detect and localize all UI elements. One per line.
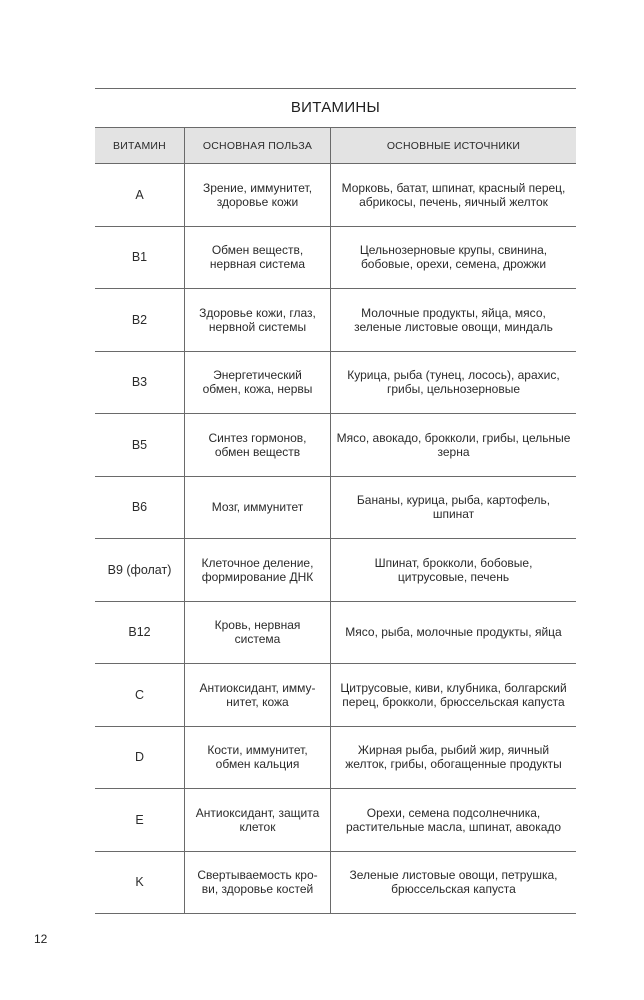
sources-cell: Зеленые листовые овощи, петрушка, брюссельская капуста: [330, 852, 576, 914]
sources-cell: Мясо, рыба, молочные продукты, яйца: [330, 602, 576, 664]
vitamins-table: [95, 88, 576, 914]
table-row: [95, 852, 576, 915]
table-row: [95, 289, 576, 352]
table-body: [95, 164, 576, 914]
vitamin-cell: E: [135, 812, 144, 827]
benefit-cell: Антиоксидант, защита клеток: [184, 789, 330, 851]
sources-cell: Цитрусовые, киви, клубника, болгарский перец, брокколи, брюссельская капуста: [330, 664, 576, 726]
benefit-cell: Кости, иммунитет, обмен кальция: [184, 727, 330, 789]
table-row: [95, 539, 576, 602]
benefit-cell: Кровь, нервная система: [184, 602, 330, 664]
table-title: ВИТАМИНЫ: [95, 88, 576, 127]
vitamin-cell: B1: [131, 250, 148, 265]
table-header-row: [95, 127, 576, 164]
vitamin-cell: B12: [128, 625, 151, 640]
benefit-cell: Антиоксидант, имму- нитет, кожа: [184, 664, 330, 726]
table-row: [95, 227, 576, 290]
header-sources: ОСНОВНЫЕ ИСТОЧНИКИ: [330, 128, 576, 163]
benefit-cell: Синтез гормонов, обмен веществ: [184, 414, 330, 476]
sources-cell: Жирная рыба, рыбий жир, яичный желток, грибы, обогащенные продукты: [330, 727, 576, 789]
table-row: [95, 602, 576, 665]
benefit-cell: Мозг, иммунитет: [184, 477, 330, 539]
sources-cell: Шпинат, брокколи, бобовые, цитрусовые, печень: [330, 539, 576, 601]
sources-cell: Мясо, авокадо, брокколи, грибы, цельные зерна: [330, 414, 576, 476]
vitamin-cell: A: [135, 187, 144, 202]
sources-cell: Курица, рыба (тунец, лосось), арахис, грибы, цельнозерновые: [330, 352, 576, 414]
table-row: [95, 477, 576, 540]
sources-cell: Орехи, семена подсолнечника, растительные масла, шпинат, авокадо: [330, 789, 576, 851]
vitamin-cell: D: [134, 750, 145, 765]
vitamin-cell: B6: [131, 500, 148, 515]
sources-cell: Молочные продукты, яйца, мясо, зеленые листовые овощи, миндаль: [330, 289, 576, 351]
benefit-cell: Обмен веществ, нервная система: [184, 227, 330, 289]
benefit-cell: Зрение, иммунитет, здоровье кожи: [184, 164, 330, 226]
vitamin-cell: B2: [131, 312, 148, 327]
benefit-cell: Энергетический обмен, кожа, нервы: [184, 352, 330, 414]
benefit-cell: Свертываемость кро- ви, здоровье костей: [184, 852, 330, 914]
page-number: 12: [34, 932, 48, 946]
sources-cell: Бананы, курица, рыба, картофель, шпинат: [330, 477, 576, 539]
table-row: [95, 727, 576, 790]
table-row: [95, 789, 576, 852]
table-row: [95, 414, 576, 477]
table-row: [95, 164, 576, 227]
vitamin-cell: B3: [131, 375, 148, 390]
vitamin-cell: K: [135, 875, 144, 890]
table-row: [95, 352, 576, 415]
table-row: [95, 664, 576, 727]
header-benefit: ОСНОВНАЯ ПОЛЬЗА: [184, 128, 330, 163]
vitamin-cell: C: [134, 687, 145, 702]
vitamin-cell: B9 (фолат): [107, 562, 172, 577]
benefit-cell: Здоровье кожи, глаз, нервной системы: [184, 289, 330, 351]
benefit-cell: Клеточное деление, формирование ДНК: [184, 539, 330, 601]
header-vitamin: ВИТАМИН: [113, 139, 166, 152]
sources-cell: Цельнозерновые крупы, свинина, бобовые, орехи, семена, дрожжи: [330, 227, 576, 289]
vitamin-cell: B5: [131, 437, 148, 452]
sources-cell: Морковь, батат, шпинат, красный перец, абрикосы, печень, яичный желток: [330, 164, 576, 226]
